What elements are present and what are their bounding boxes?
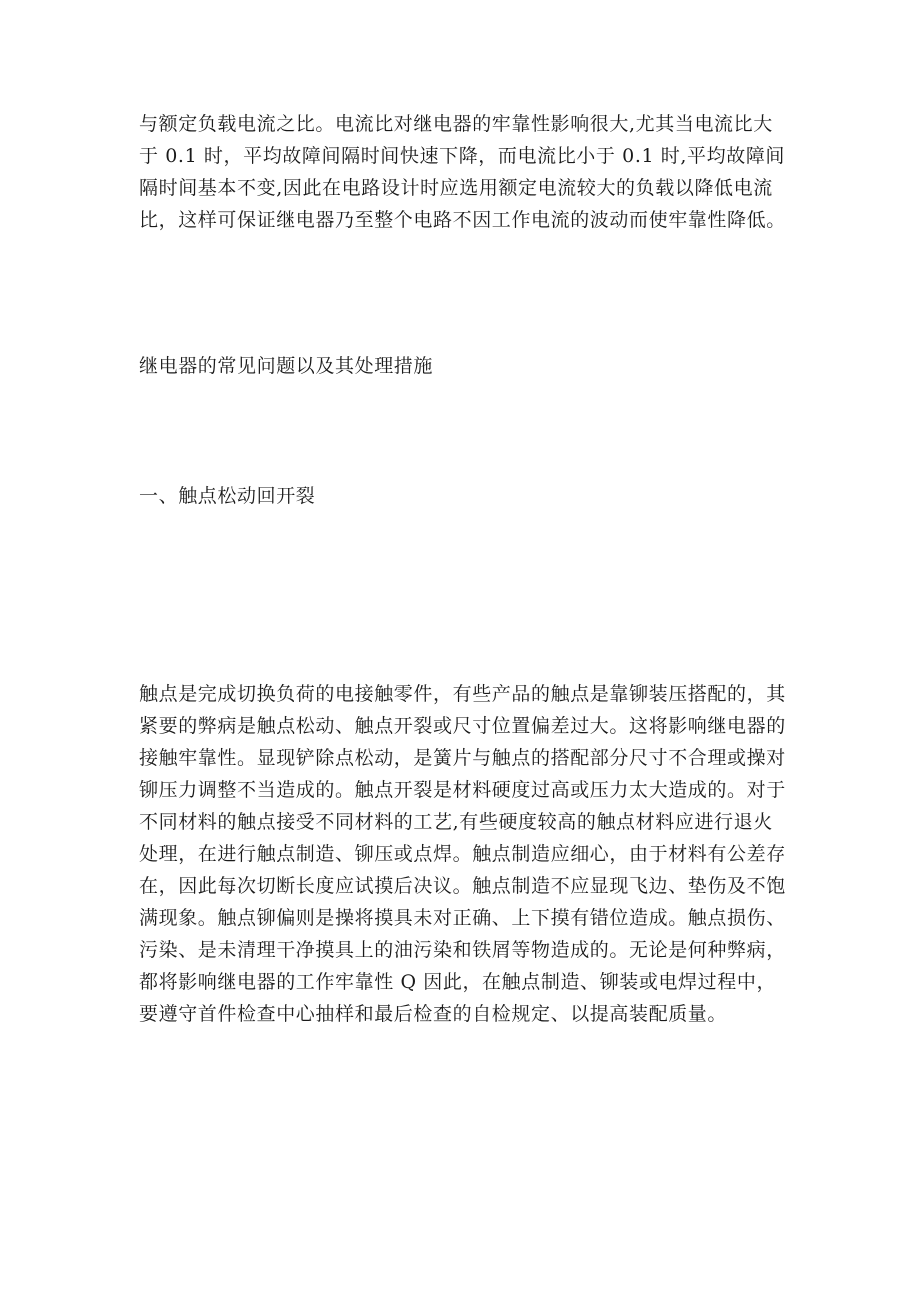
paragraph-line: 触点是完成切换负荷的电接触零件，有些产品的触点是靠铆装压搭配的，其	[139, 683, 786, 705]
intro-paragraph	[139, 108, 799, 236]
paragraph-line: 污染、是未清理干净摸具上的油污染和铁屑等物造成的。无论是何种弊病，	[139, 939, 786, 961]
paragraph-line: 不同材料的触点接受不同材料的工艺,有些硬度较高的触点材料应进行退火	[139, 811, 773, 833]
paragraph-line: 都将影响继电器的工作牢靠性 Q 因此，在触点制造、铆装或电焊过程中，	[139, 971, 777, 993]
paragraph-line: 比，这样可保证继电器乃至整个电路不因工作电流的波动而使牢靠性降低。	[139, 209, 786, 231]
paragraph-line: 与额定负载电流之比。电流比对继电器的牢靠性影响很大,尤其当电流比大	[139, 113, 773, 135]
subsection-title: 一、触点松动回开裂	[139, 485, 316, 507]
body-paragraph	[139, 678, 799, 1030]
paragraph-line: 要遵守首件检查中心抽样和最后检查的自检规定、以提高装配质量。	[139, 1003, 728, 1025]
paragraph-line: 在，因此每次切断长度应试摸后决议。触点制造不应显现飞边、垫伤及不饱	[139, 875, 786, 897]
paragraph-line: 接触牢靠性。显现铲除点松动，是簧片与触点的搭配部分尺寸不合理或操对	[139, 747, 786, 769]
paragraph-line: 紧要的弊病是触点松动、触点开裂或尺寸位置偏差过大。这将影响继电器的	[139, 715, 786, 737]
paragraph-line: 于 0.1 时，平均故障间隔时间快速下降，而电流比小于 0.1 时,平均故障间	[139, 145, 786, 167]
paragraph-line: 处理，在进行触点制造、铆压或点焊。触点制造应细心，由于材料有公差存	[139, 843, 786, 865]
paragraph-line: 隔时间基本不变,因此在电路设计时应选用额定电流较大的负载以降低电流	[139, 177, 773, 199]
paragraph-line: 铆压力调整不当造成的。触点开裂是材料硬度过高或压力太大造成的。对于	[139, 779, 786, 801]
section-title: 继电器的常见问题以及其处理措施	[139, 355, 434, 377]
paragraph-line: 满现象。触点铆偏则是操将摸具未对正确、上下摸有错位造成。触点损伤、	[139, 907, 786, 929]
